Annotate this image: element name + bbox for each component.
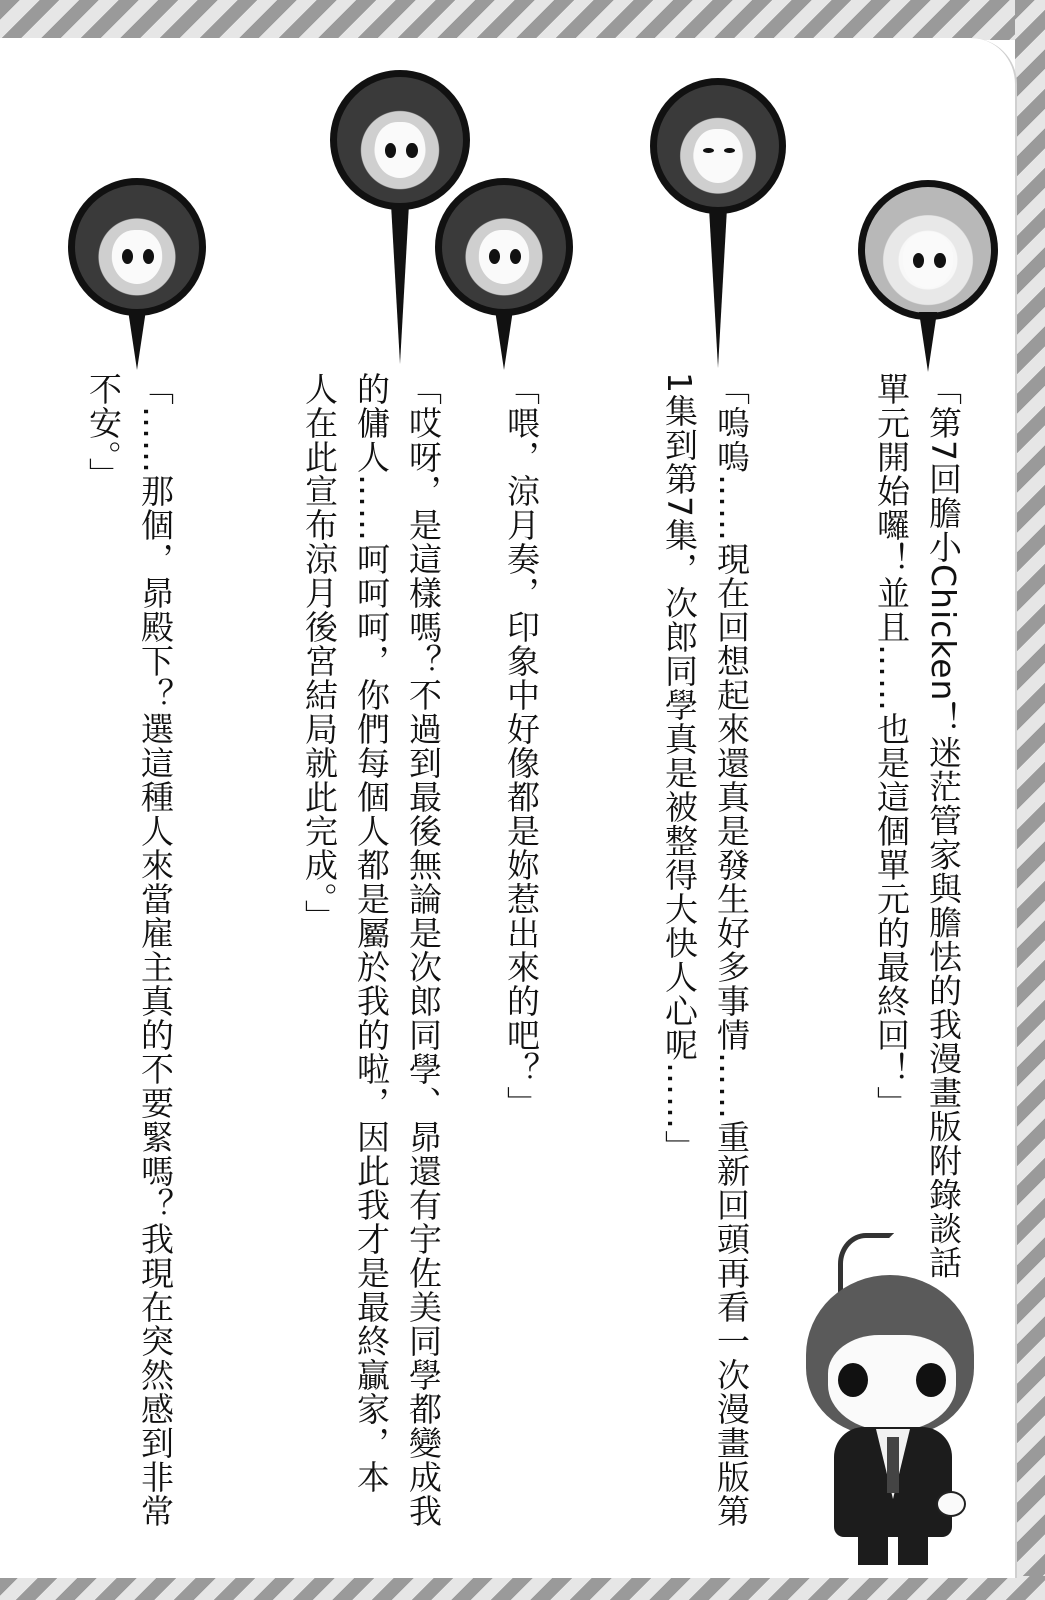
dialogue-dark-girl: 「嗚嗚……現在回想起來還真是發生好多事情……重新回頭再看一次漫畫版第 1集到第7集，次郎同學真是被整得大快人心呢……」: [660, 372, 751, 1528]
speaker-pin-sidetail: [68, 178, 208, 368]
speaker-pin-longhair: [330, 70, 472, 370]
dialogue-twintail: 「喂，涼月奏，印象中好像都是妳惹出來的吧？」: [502, 372, 541, 1120]
avatar-long-haired-girl: [330, 70, 470, 210]
bottom-stripe-border: [0, 1576, 1045, 1600]
chibi-butler-illustration: [798, 1215, 1008, 1570]
dialogue-sidetail: 「……那個，昴殿下？選這種人來當雇主真的不要緊嗎？我現在突然感到非常 不安。」: [84, 372, 175, 1528]
dialogue-blonde: 「第7回膽小Chicken！迷茫管家與膽怯的我漫畫版附錄談話 單元開始囉！並且……也是這個單元的最終回！」: [872, 372, 963, 1280]
avatar-dark-haired-girl: [650, 78, 786, 214]
avatar-sidetail-girl: [68, 178, 206, 316]
speaker-pin-dark-girl: [650, 78, 790, 368]
dialogue-longhair: 「哎呀，是這樣嗎？不過到最後無論是次郎同學、昴還有宇佐美同學都變成我 的傭人……呵呵呵，你們每個人都是屬於我的啦，因此我才是最終贏家，本 人在此宣布涼月後宮結局就此完成。」: [300, 372, 443, 1528]
speaker-pin-blonde: [858, 180, 998, 360]
avatar-blonde-girl: [858, 180, 998, 320]
right-stripe-border: [1015, 0, 1045, 1600]
top-stripe-border: [0, 0, 1045, 40]
